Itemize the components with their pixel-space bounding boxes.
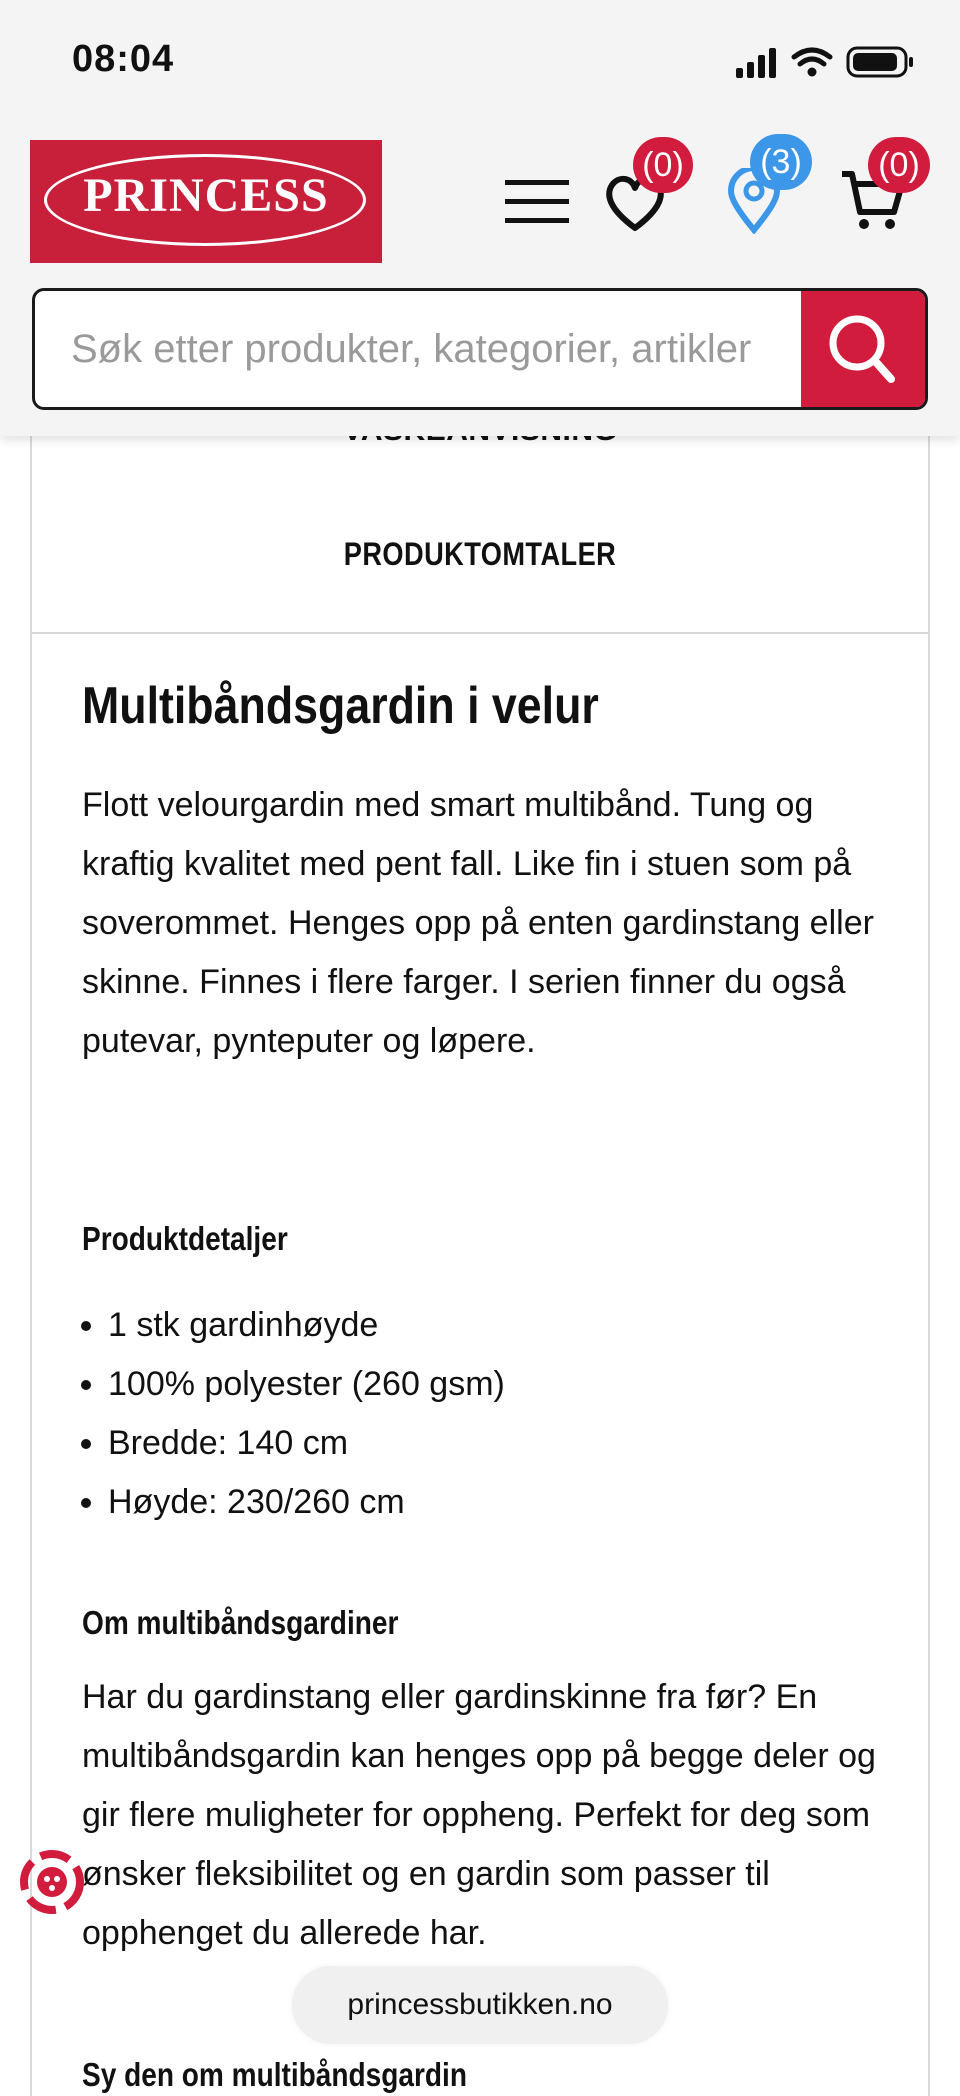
about-text: Har du gardinstang eller gardinskinne fra før? En multibåndsgardin kan henges opp på begge deler og gir flere muligheter for oppheng. Perfekt for deg som ønsker fleksibilitet og en gardin som passer til opphenget du allerede har. (82, 1678, 876, 1952)
cart-count-badge: (0) (868, 137, 930, 193)
product-title: Multibåndsgardin i velur (82, 677, 599, 735)
stores-count-badge: (3) (750, 134, 812, 190)
status-time: 08:04 (72, 38, 175, 80)
search-button[interactable] (801, 291, 925, 407)
browser-url-bar[interactable]: princessbutikken.no (292, 1966, 668, 2044)
about-heading: Om multibåndsgardiner (82, 1604, 399, 1641)
menu-icon[interactable] (505, 178, 569, 226)
tab-product-reviews[interactable]: PRODUKTOMTALER (343, 536, 617, 572)
product-info-panel (30, 436, 930, 2096)
list-item: • Bredde: 140 cm (108, 1414, 908, 1473)
search-input[interactable] (35, 291, 805, 407)
next-heading: Sy den om multibåndsgardin (82, 2056, 467, 2093)
list-item: • 100% polyester (260 gsm) (108, 1355, 908, 1414)
product-description: Flott velourgardin med smart multibånd. Tung og kraftig kvalitet med pent fall. Like fin i stuen som på soverommet. Henges opp på enten gardinstang eller skinne. Finnes i flere farger. I serien finner du også putevar, pynteputer og løpere. (82, 786, 874, 1060)
divider (32, 632, 928, 634)
status-icons (736, 44, 916, 80)
details-list (82, 1296, 908, 1532)
chat-widget-icon[interactable] (16, 1846, 88, 1918)
search-bar (32, 288, 928, 410)
list-item: • 1 stk gardinhøyde (108, 1296, 908, 1355)
list-item: • Høyde: 230/260 cm (108, 1473, 908, 1532)
princess-logo[interactable] (30, 140, 382, 263)
details-heading: Produktdetaljer (82, 1220, 288, 1257)
logo-text: PRINCESS (83, 169, 329, 222)
search-icon (801, 291, 925, 407)
site-header (0, 0, 960, 436)
wishlist-count-badge: (0) (633, 137, 693, 193)
